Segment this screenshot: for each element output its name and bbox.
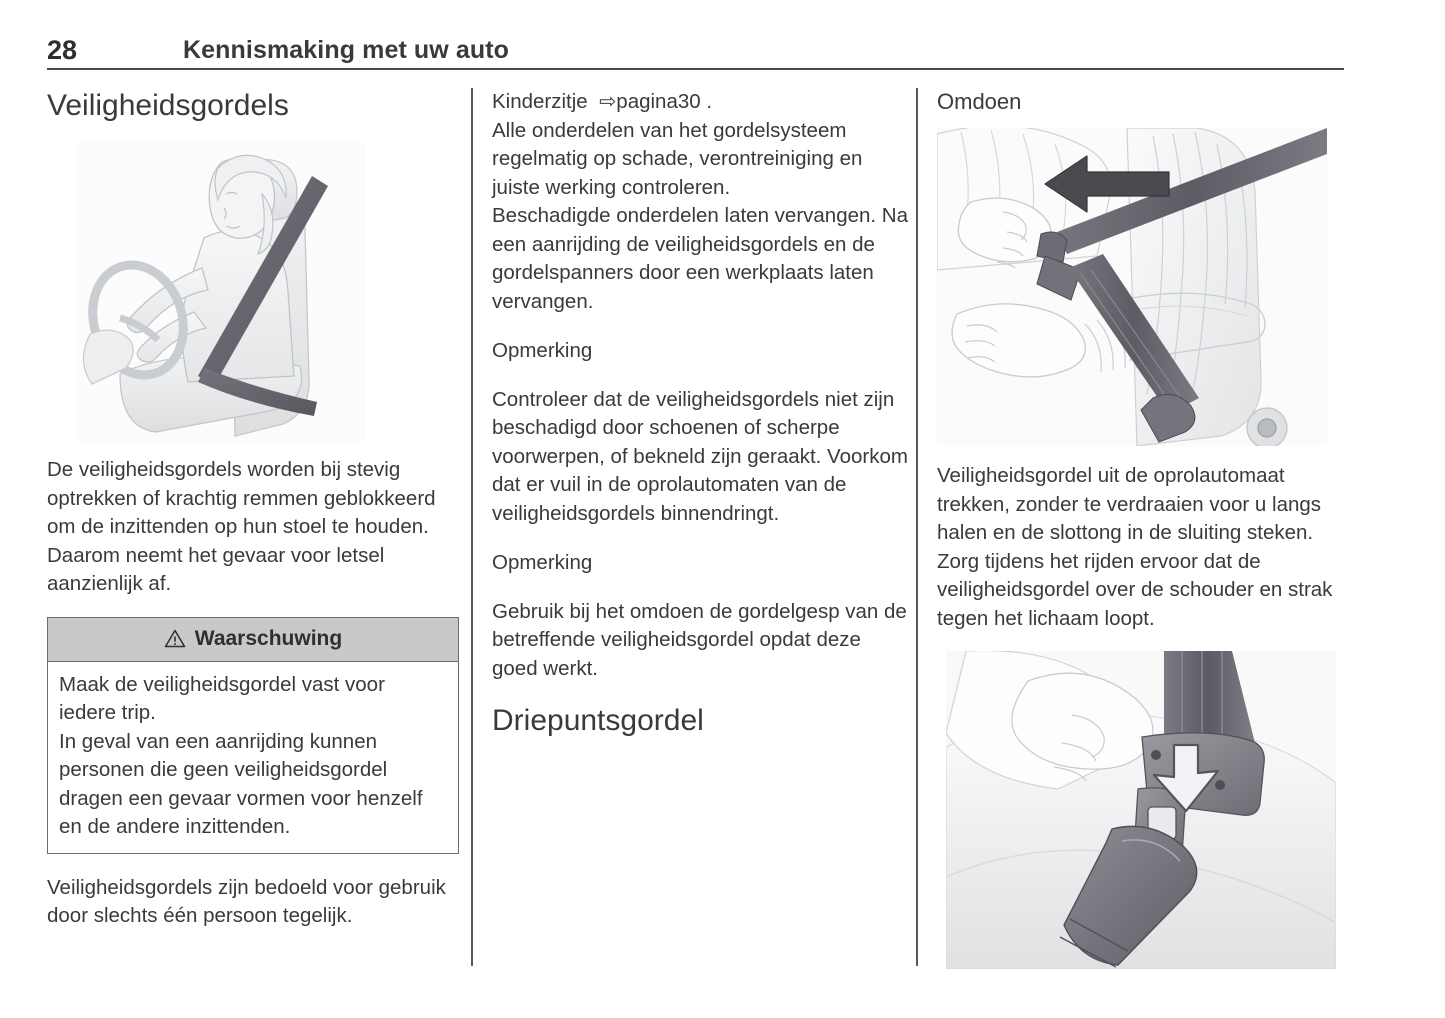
column-divider-left bbox=[471, 88, 473, 966]
note-2-text: Gebruik bij het omdoen de gordelgesp van de betreffende veiligheidsgordel opdat deze goed werkt. bbox=[492, 599, 907, 680]
driver-seatbelt-figure bbox=[76, 142, 366, 442]
note-1-label: Opmerking bbox=[492, 338, 593, 362]
right-paragraph: Veiligheidsgordel uit de oprolautomaat trekken, zonder te verdraaien voor u langs halen en de slottong in de sluiting steken. Zorg tijdens het rijden ervoor dat de veiligheidsgordel over de schouder en strak tegen het lichaam loopt. bbox=[937, 464, 1333, 630]
note-2-label: Opmerking bbox=[492, 550, 593, 574]
warning-triangle-icon bbox=[164, 629, 186, 648]
page-header bbox=[47, 34, 1344, 70]
arrow-right-hollow-icon: ⇨ bbox=[593, 90, 617, 113]
intro-paragraph: De veiligheidsgordels worden bij stevig optrekken of krachtig remmen geblokkeerd om de inzittenden op hun stoel te houden. Daarom neemt het gevaar voor letsel aanzienlijk af. bbox=[47, 458, 436, 595]
section-title-veiligheidsgordels: Veiligheidsgordels bbox=[47, 89, 289, 122]
note-1-text: Controleer dat de veiligheidsgordels niet zijn beschadigd door schoenen of scherpe voorwerpen, of bekneld zijn geraakt. Voorkom dat er vuil in de oprolautomaten van de veiligheidsgordels binnendringt. bbox=[492, 387, 908, 525]
page-title: Kennismaking met uw auto bbox=[183, 36, 510, 64]
cross-reference-label: Kinderzitje bbox=[492, 90, 588, 113]
page-number: 28 bbox=[47, 35, 78, 65]
warning-body bbox=[48, 662, 458, 853]
left-column bbox=[47, 88, 463, 931]
right-column bbox=[937, 88, 1353, 969]
warning-line-1: Maak de veiligheidsgordel vast voor iedere trip. bbox=[59, 672, 385, 724]
middle-paragraph-1: Alle onderdelen van het gordelsysteem regelmatig op schade, verontreiniging en juiste werking controleren. bbox=[492, 118, 863, 199]
pull-seatbelt-figure bbox=[937, 128, 1327, 446]
closing-paragraph: Veiligheidsgordels zijn bedoeld voor gebruik door slechts één persoon tegelijk. bbox=[47, 875, 446, 927]
warning-box bbox=[47, 617, 459, 854]
warning-header bbox=[48, 618, 458, 662]
warning-line-2: In geval van een aanrijding kunnen personen die geen veiligheidsgordel dragen een gevaar vormen voor henzelf en de andere inzittenden. bbox=[59, 729, 423, 838]
warning-heading-label: Waarschuwing bbox=[194, 626, 343, 650]
buckle-insert-figure bbox=[946, 651, 1336, 969]
section-title-driepuntsgordel: Driepuntsgordel bbox=[492, 704, 704, 737]
cross-reference-suffix: . bbox=[706, 90, 713, 113]
section-title-omdoen: Omdoen bbox=[937, 89, 1022, 114]
middle-paragraph-2: Beschadigde onderdelen laten vervangen. Na een aanrijding de veiligheidsgordels en de gordelspanners door een werkplaats laten vervangen. bbox=[492, 204, 908, 313]
column-divider-right bbox=[916, 88, 918, 966]
middle-column bbox=[492, 88, 908, 757]
cross-reference-target[interactable]: pagina30 bbox=[616, 90, 701, 113]
cross-reference-line bbox=[492, 88, 908, 117]
